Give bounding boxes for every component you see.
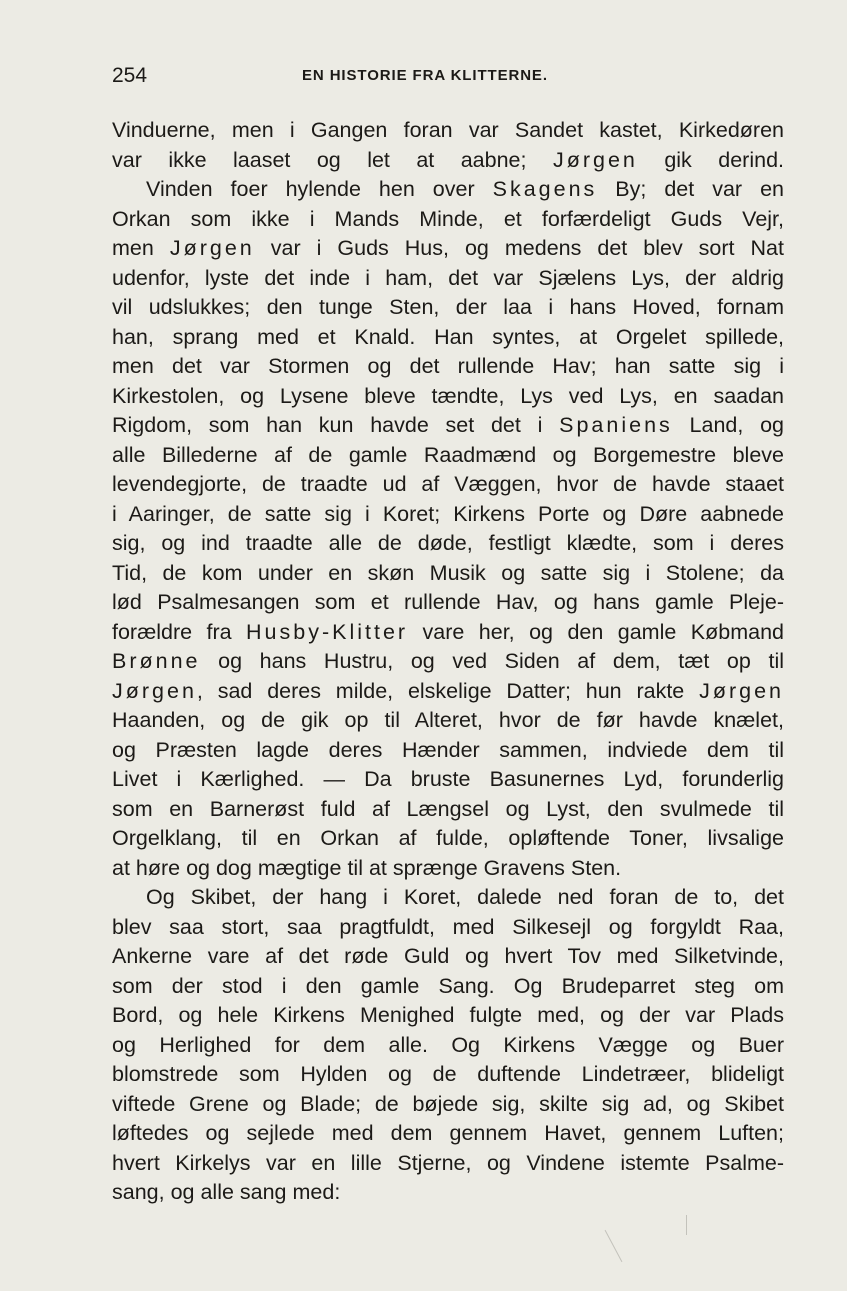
text-line: Ankerne vare af det røde Guld og hvert Tov med Silketvinde, <box>112 944 784 968</box>
text-line: levendegjorte, de traadte ud af Væggen, hvor de havde staaet <box>112 472 784 496</box>
text-line: Tid, de kom under en skøn Musik og satte sig i Stolene; da <box>112 560 784 585</box>
text-line: Vinduerne, men i Gangen foran var Sandet kastet, Kirkedøren <box>112 118 784 142</box>
spaced-name: Jørgen <box>699 678 784 703</box>
text-line: blev saa stort, saa pragtfuldt, med Silkesejl og forgyldt Raa, <box>112 914 784 939</box>
text-line: alle Billederne af de gamle Raadmænd og Borgemestre bleve <box>112 442 784 467</box>
text-line: vil udslukkes; den tunge Sten, der laa i hans Hoved, fornam <box>112 295 784 319</box>
spaced-name: Brønne <box>112 649 201 673</box>
text-line: og Herlighed for dem alle. Og Kirkens Vægge og Buer <box>112 1032 784 1057</box>
paper-fleck <box>605 1230 623 1262</box>
text-line: forældre fra Husby-Klitter vare her, og den gamle Købmand <box>112 619 784 644</box>
text-line: Livet i Kærlighed. — Da bruste Basunernes Lyd, forunderlig <box>112 767 784 791</box>
text-line: og Præsten lagde deres Hænder sammen, indviede dem til <box>112 737 784 762</box>
text-line: Orkan som ikke i Mands Minde, et forfærdeligt Guds Vejr, <box>112 206 784 231</box>
text-line: Rigdom, som han kun havde set det i Spaniens Land, og <box>112 413 784 437</box>
text-line: Haanden, og de gik op til Alteret, hvor de før havde knælet, <box>112 708 784 732</box>
spaced-name: Jørgen <box>552 147 638 172</box>
text-line: han, sprang med et Knald. Han syntes, at Orgelet spillede, <box>112 324 784 349</box>
text-line: lød Psalmesangen som et rullende Hav, og hans gamle Pleje- <box>112 590 784 614</box>
text-line: i Aaringer, de satte sig i Koret; Kirkens Porte og Døre aabnede <box>112 501 784 526</box>
paragraph-end-line: at høre og dog mægtige til at sprænge Gravens Sten. <box>112 855 622 880</box>
text-line: hvert Kirkelys var en lille Stjerne, og Vindene istemte Psalme- <box>112 1150 784 1175</box>
running-head <box>112 64 784 92</box>
spaced-name: Jørgen <box>112 678 197 703</box>
paragraph-start-line: Og Skibet, der hang i Koret, dalede ned foran de to, det <box>146 885 784 909</box>
text-line: løftedes og sejlede med dem gennem Havet, gennem Luften; <box>112 1121 784 1145</box>
text-line: Brønne og hans Hustru, og ved Siden af dem, tæt op til <box>112 649 784 673</box>
text-line: som en Barnerøst fuld af Længsel og Lyst, den svulmede til <box>112 796 784 821</box>
text-line: blomstrede som Hylden og de duftende Lindetræer, blideligt <box>112 1062 784 1086</box>
paragraph-start-line: Vinden foer hylende hen over Skagens By; det var en <box>146 177 784 201</box>
text-line: viftede Grene og Blade; de bøjede sig, skilte sig ad, og Skibet <box>112 1091 784 1116</box>
text-line: Kirkestolen, og Lysene bleve tændte, Lys ved Lys, en saadan <box>112 383 784 408</box>
text-line: som der stod i den gamle Sang. Og Brudeparret steg om <box>112 973 784 998</box>
paragraph-end-line: sang, og alle sang med: <box>112 1180 341 1204</box>
text-line: var ikke laaset og let at aabne; Jørgen gik derind. <box>112 147 784 172</box>
running-title: EN HISTORIE FRA KLITTERNE. <box>302 67 548 84</box>
paper-fleck <box>686 1215 687 1235</box>
text-line: Orgelklang, til en Orkan af fulde, opløftende Toner, livsalige <box>112 826 784 850</box>
spaced-name: Jørgen <box>169 236 255 260</box>
text-line: men Jørgen var i Guds Hus, og medens det blev sort Nat <box>112 236 784 260</box>
text-line: Bord, og hele Kirkens Menighed fulgte med, og der var Plads <box>112 1003 784 1027</box>
text-line: sig, og ind traadte alle de døde, festligt klædte, som i deres <box>112 531 784 555</box>
spaced-name: Skagens <box>492 177 598 201</box>
page-number: 254 <box>112 64 148 87</box>
text-line: Jørgen, sad deres milde, elskelige Datter; hun rakte Jørgen <box>112 678 784 703</box>
spaced-name: Spaniens <box>559 413 673 437</box>
spaced-name: Husby-Klitter <box>246 619 409 644</box>
text-line: men det var Stormen og det rullende Hav; han satte sig i <box>112 354 784 378</box>
text-line: udenfor, lyste det inde i ham, det var Sjælens Lys, der aldrig <box>112 265 784 290</box>
body-text <box>112 116 784 1208</box>
